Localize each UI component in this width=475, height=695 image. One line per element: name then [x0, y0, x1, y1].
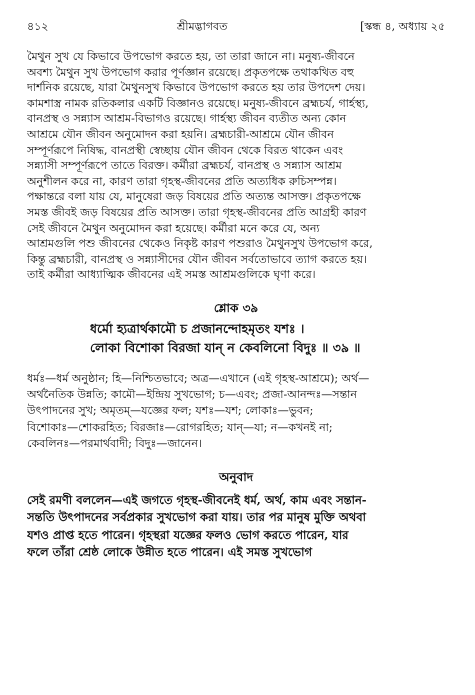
translation-line: যশও প্রাপ্ত হতে পারেন। গৃহস্থরা যজ্ঞের ফলও ভোগ করতে পারেন, যার — [27, 527, 349, 542]
verse-line: ধর্মো হ্যত্রার্থকামৌ চ প্রজানন্দোহমৃতং যশঃ । — [90, 320, 305, 336]
translation-line: ফলে তাঁরা শ্রেষ্ঠ লোকে উন্নীত হতে পারেন। এই সমস্ত সুখভোগ — [27, 545, 312, 560]
purport-line: কামশাস্ত্র নামক রতিকলার একটি বিজ্ঞানও রয়েছে। মনুষ্য-জীবনে ব্রহ্মচর্য, গার্হস্থ্য, — [27, 96, 369, 110]
translation-line: সন্ততি উৎপাদনের সর্বপ্রকার সুখভোগ করা যায়। তার পর মানুষ মুক্তি অথবা — [27, 510, 366, 525]
purport-line: মৈথুন সুখ যে কিভাবে উপভোগ করতে হয়, তা তারা জানে না। মনুষ্য-জীবনে — [27, 50, 355, 63]
synonym-line: বিশোকাঃ—শোকরহিত; বিরজাঃ—রোগরহিত; যান্—যা; ন—কখনই না; — [27, 420, 333, 434]
sanskrit-verse — [90, 319, 445, 357]
purport-line: কিন্তু ব্রহ্মচারী, বানপ্রস্থ ও সন্ন্যাসীদের যৌন জীবন সর্বতোভাবে ত্যাগ করতে হয়। — [27, 252, 367, 266]
purport-line: তাই কর্মীরা আধ্যাত্মিক জীবনের এই সমস্ত আশ্রমগুলিকে ঘৃণা করে। — [27, 268, 316, 282]
purport-line: বানপ্রস্থ ও সন্ন্যাস আশ্রম-বিভাগও রয়েছে। গার্হস্থ্য জীবন ব্যতীত অন্য কোন — [27, 112, 347, 126]
synonym-line: অর্থনৈতিক উন্নতি; কামৌ—ইন্দ্রিয় সুখভোগ; চ—এবং; প্রজা-আনন্দঃ—সন্তান — [27, 388, 357, 402]
page-header — [27, 18, 445, 36]
purport-line: দার্শনিক রয়েছে, যারা মৈথুনসুখ কিভাবে উপভোগ করতে হয় তার উপদেশ দেয়। — [27, 81, 366, 95]
translation-title: অনুবাদ — [218, 469, 254, 484]
purport-line: আশ্রমগুলি পশু জীবনের থেকেও নিকৃষ্ট কারণ পশুরাও মৈথুনসুখ উপভোগ করে, — [27, 237, 373, 251]
purport-line: অনুশীলন করে না, কারণ তারা গৃহস্থ-জীবনের প্রতি অত্যধিক রুচিসম্পন্ন। — [27, 174, 337, 188]
synonym-line: কেবলিনঃ—পরমার্থবাদী; বিদুঃ—জানেন। — [27, 436, 202, 450]
word-synonyms — [27, 371, 445, 452]
chapter-location: [স্কন্ধ ৪, অধ্যায় ২৫ — [360, 20, 445, 33]
verse-title: শ্লোক ৩৯ — [213, 300, 259, 315]
purport-line: সমস্ত জীবই জড় বিষয়ের প্রতি আসক্ত। তারা গৃহস্থ-জীবনের প্রতি আগ্রহী কারণ — [27, 205, 367, 219]
purport-line: সন্ন্যাসী সম্পূর্ণরূপে তাতে বিরক্ত। কর্মীরা ব্রহ্মচর্য, বানপ্রস্থ ও সন্ন্যাস আশ্রম — [27, 159, 342, 173]
purport-line: পক্ষান্তরে বলা যায় যে, মানুষেরা জড় বিষয়ের প্রতি অত্যন্ত আসক্ত। প্রকৃতপক্ষে — [27, 190, 361, 204]
synonym-line: উৎপাদনের সুখ; অমৃতম্—যজ্ঞের ফল; যশঃ—যশ; লোকাঃ—ভুবন; — [27, 404, 314, 418]
purport-line: সম্পূর্ণরূপে নিষিদ্ধ, বানপ্রস্থী স্বেচ্ছায় যৌন জীবন থেকে বিরত থাকেন এবং — [27, 143, 343, 157]
verse-line: লোকা বিশোকা বিরজা যান্ ন কেবলিনো বিদুঃ ॥ ৩৯ ॥ — [90, 339, 361, 355]
book-title: শ্রীমদ্ভাগবত — [177, 20, 228, 33]
purport-paragraph — [27, 49, 445, 283]
page-number: ৪১২ — [27, 20, 49, 33]
translation-line: সেই রমণী বললেন—এই জগতে গৃহস্থ-জীবনেই ধর্ম, অর্থ, কাম এবং সন্তান- — [27, 492, 367, 507]
purport-line: আশ্রমে যৌন জীবন অনুমোদন করা হয়নি। ব্রহ্মচারী-আশ্রমে যৌন জীবন — [27, 127, 334, 141]
translation-paragraph — [27, 492, 445, 562]
purport-line: সেই জীবনে মৈথুন অনুমোদন করা হয়েছে। কর্মীরা মনে করে যে, অন্য — [27, 221, 320, 235]
purport-line: অবশ্য মৈথুন সুখ উপভোগ করার পূর্ণজ্ঞান রয়েছে। প্রকৃতপক্ষে তথাকথিত বহু — [27, 65, 354, 79]
synonym-line: ধর্মঃ—ধর্ম অনুষ্ঠান; হি—নিশ্চিতভাবে; অত্র—এখানে (এই গৃহস্থ-আশ্রমে); অর্থ— — [27, 371, 370, 385]
